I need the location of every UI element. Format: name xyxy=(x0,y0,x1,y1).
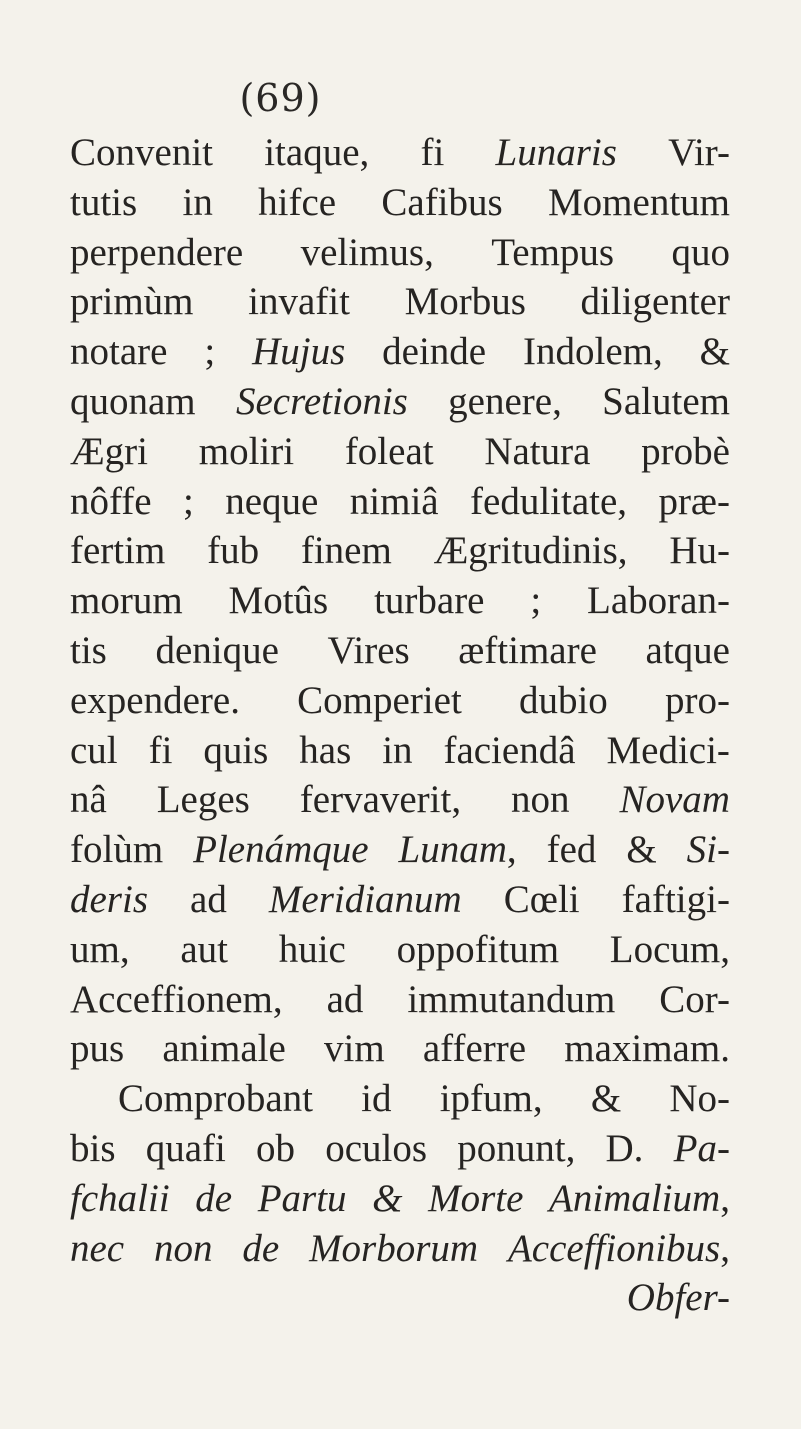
word: Secretionis xyxy=(235,379,408,423)
word: bis xyxy=(70,1126,116,1170)
word: turbare xyxy=(374,579,485,623)
word: has xyxy=(299,728,352,772)
text-line xyxy=(70,1074,730,1124)
word: diligenter xyxy=(580,280,730,324)
word: vim xyxy=(324,1027,385,1071)
word: fi xyxy=(148,728,173,772)
word: Acceffionibus, xyxy=(507,1226,730,1270)
word: Si- xyxy=(686,828,730,872)
word: Ægritudinis, xyxy=(433,529,628,573)
word: in xyxy=(182,180,213,224)
word: ipfum, xyxy=(439,1077,543,1121)
word: Comperiet xyxy=(297,678,462,722)
word: fertim xyxy=(70,529,166,573)
text-line xyxy=(70,925,730,975)
text-line xyxy=(70,1273,730,1323)
word: Cor- xyxy=(659,977,730,1021)
word: Tempus xyxy=(491,230,615,274)
word: primùm xyxy=(70,280,194,324)
word: quo xyxy=(671,230,730,274)
word: tutis xyxy=(70,180,138,224)
word: velimus, xyxy=(300,230,434,274)
word: invafit xyxy=(248,280,350,324)
text-line xyxy=(70,477,730,527)
text-line xyxy=(70,726,730,776)
word: Cafibus xyxy=(381,180,503,224)
word: nôffe xyxy=(70,479,152,523)
word: atque xyxy=(645,628,730,672)
word: Medici- xyxy=(606,728,730,772)
word: præ- xyxy=(658,479,730,523)
text-line xyxy=(70,1024,730,1074)
word: & xyxy=(372,1176,403,1220)
word: oppofitum xyxy=(396,927,560,971)
word: Hu- xyxy=(669,529,730,573)
text-line xyxy=(70,576,730,626)
page-number: (69) xyxy=(239,76,322,120)
word: Convenit xyxy=(70,131,213,174)
word: denique xyxy=(155,628,279,672)
text-line xyxy=(70,775,730,825)
word: perpendere xyxy=(70,230,244,274)
word: non xyxy=(154,1226,213,1270)
word: Natura xyxy=(484,429,591,473)
word: Morborum xyxy=(309,1226,479,1270)
word: pro- xyxy=(664,678,730,722)
text-line xyxy=(70,676,730,726)
word: ad xyxy=(326,977,364,1021)
word: fi xyxy=(420,131,445,174)
word: Indolem, xyxy=(523,330,663,374)
word: Laboran- xyxy=(587,579,730,623)
text-line xyxy=(70,277,730,327)
word: deinde xyxy=(382,330,487,374)
word: huic xyxy=(278,927,346,971)
word: ; xyxy=(204,330,216,374)
word: nimiâ xyxy=(349,479,439,523)
text-line xyxy=(70,128,730,178)
text-line xyxy=(70,626,730,676)
word: Ægri xyxy=(70,429,148,473)
word: D. xyxy=(605,1126,644,1170)
word: Locum, xyxy=(609,927,730,971)
word: quafi xyxy=(145,1126,226,1170)
word: Cœli xyxy=(503,877,580,921)
word: fervaverit, xyxy=(299,778,462,822)
text-line xyxy=(70,1224,730,1274)
word: non xyxy=(511,778,570,822)
word: ponunt, xyxy=(457,1126,576,1170)
word: oculos xyxy=(325,1126,428,1170)
word: neque xyxy=(225,479,319,523)
word: Hujus xyxy=(252,330,346,374)
word: hifce xyxy=(258,180,337,224)
word: morum xyxy=(70,579,183,623)
word: moliri xyxy=(198,429,295,473)
word: finem xyxy=(300,529,392,573)
word: notare xyxy=(70,330,168,374)
word: Vires xyxy=(327,628,410,672)
word: Momentum xyxy=(548,180,730,224)
word: faftigi- xyxy=(621,877,730,921)
word: Comprobant xyxy=(118,1077,313,1121)
word: Meridianum xyxy=(268,877,462,921)
word: deris xyxy=(70,877,148,921)
word: tis xyxy=(70,628,107,672)
word: fedulitate, xyxy=(470,479,628,523)
word: dubio xyxy=(518,678,608,722)
word: folùm xyxy=(70,828,164,872)
word: Vir- xyxy=(668,131,730,174)
word: & xyxy=(699,330,730,374)
text-line xyxy=(70,1174,730,1224)
word: Motûs xyxy=(228,579,329,623)
word: Acceffionem, xyxy=(70,977,283,1021)
word: genere, xyxy=(448,379,562,423)
word: maximam. xyxy=(564,1027,730,1071)
body-text xyxy=(70,128,730,1323)
word: Novam xyxy=(619,778,730,822)
word: quonam xyxy=(70,379,196,423)
word: foleat xyxy=(344,429,434,473)
word: cul xyxy=(70,728,118,772)
word: de xyxy=(242,1226,280,1270)
word: fchalii xyxy=(70,1176,170,1220)
word: Animalium, xyxy=(549,1176,730,1220)
text-line xyxy=(70,427,730,477)
word: æftimare xyxy=(458,628,597,672)
word: probè xyxy=(641,429,730,473)
word: quis xyxy=(203,728,269,772)
word: um, xyxy=(70,927,130,971)
text-line xyxy=(70,875,730,925)
word: Partu xyxy=(257,1176,347,1220)
word: Salutem xyxy=(602,379,730,423)
word: de xyxy=(195,1176,233,1220)
word: & xyxy=(590,1077,622,1121)
word: in xyxy=(382,728,413,772)
word: afferre xyxy=(422,1027,527,1071)
word: Obfer- xyxy=(626,1276,730,1320)
word: aut xyxy=(180,927,228,971)
word: Pa- xyxy=(673,1126,730,1170)
word: nâ xyxy=(70,778,107,822)
word: id xyxy=(361,1077,392,1121)
word: ad xyxy=(190,877,227,921)
word: pus xyxy=(70,1027,125,1071)
word: immutandum xyxy=(407,977,616,1021)
word: & xyxy=(626,828,657,872)
word: Plenámque xyxy=(193,828,369,872)
word: ; xyxy=(530,579,542,623)
word: fed xyxy=(546,828,597,872)
word: faciendâ xyxy=(443,728,576,772)
word: Lunam, xyxy=(398,828,517,872)
text-line xyxy=(70,1124,730,1174)
text-line xyxy=(70,526,730,576)
word: fub xyxy=(207,529,260,573)
word: ob xyxy=(256,1126,296,1170)
word: expendere. xyxy=(70,678,240,722)
word: ; xyxy=(183,479,194,523)
word: No- xyxy=(669,1077,730,1121)
word: Morbus xyxy=(404,280,526,324)
text-line xyxy=(70,975,730,1025)
text-line xyxy=(70,327,730,377)
text-line xyxy=(70,377,730,427)
text-line xyxy=(70,825,730,875)
text-line xyxy=(70,228,730,278)
word: nec xyxy=(70,1226,125,1270)
word: Morte xyxy=(428,1176,524,1220)
word: Leges xyxy=(156,778,250,822)
word: itaque, xyxy=(264,131,370,174)
word: animale xyxy=(162,1027,286,1071)
word: Lunaris xyxy=(495,131,617,174)
text-line xyxy=(70,178,730,228)
